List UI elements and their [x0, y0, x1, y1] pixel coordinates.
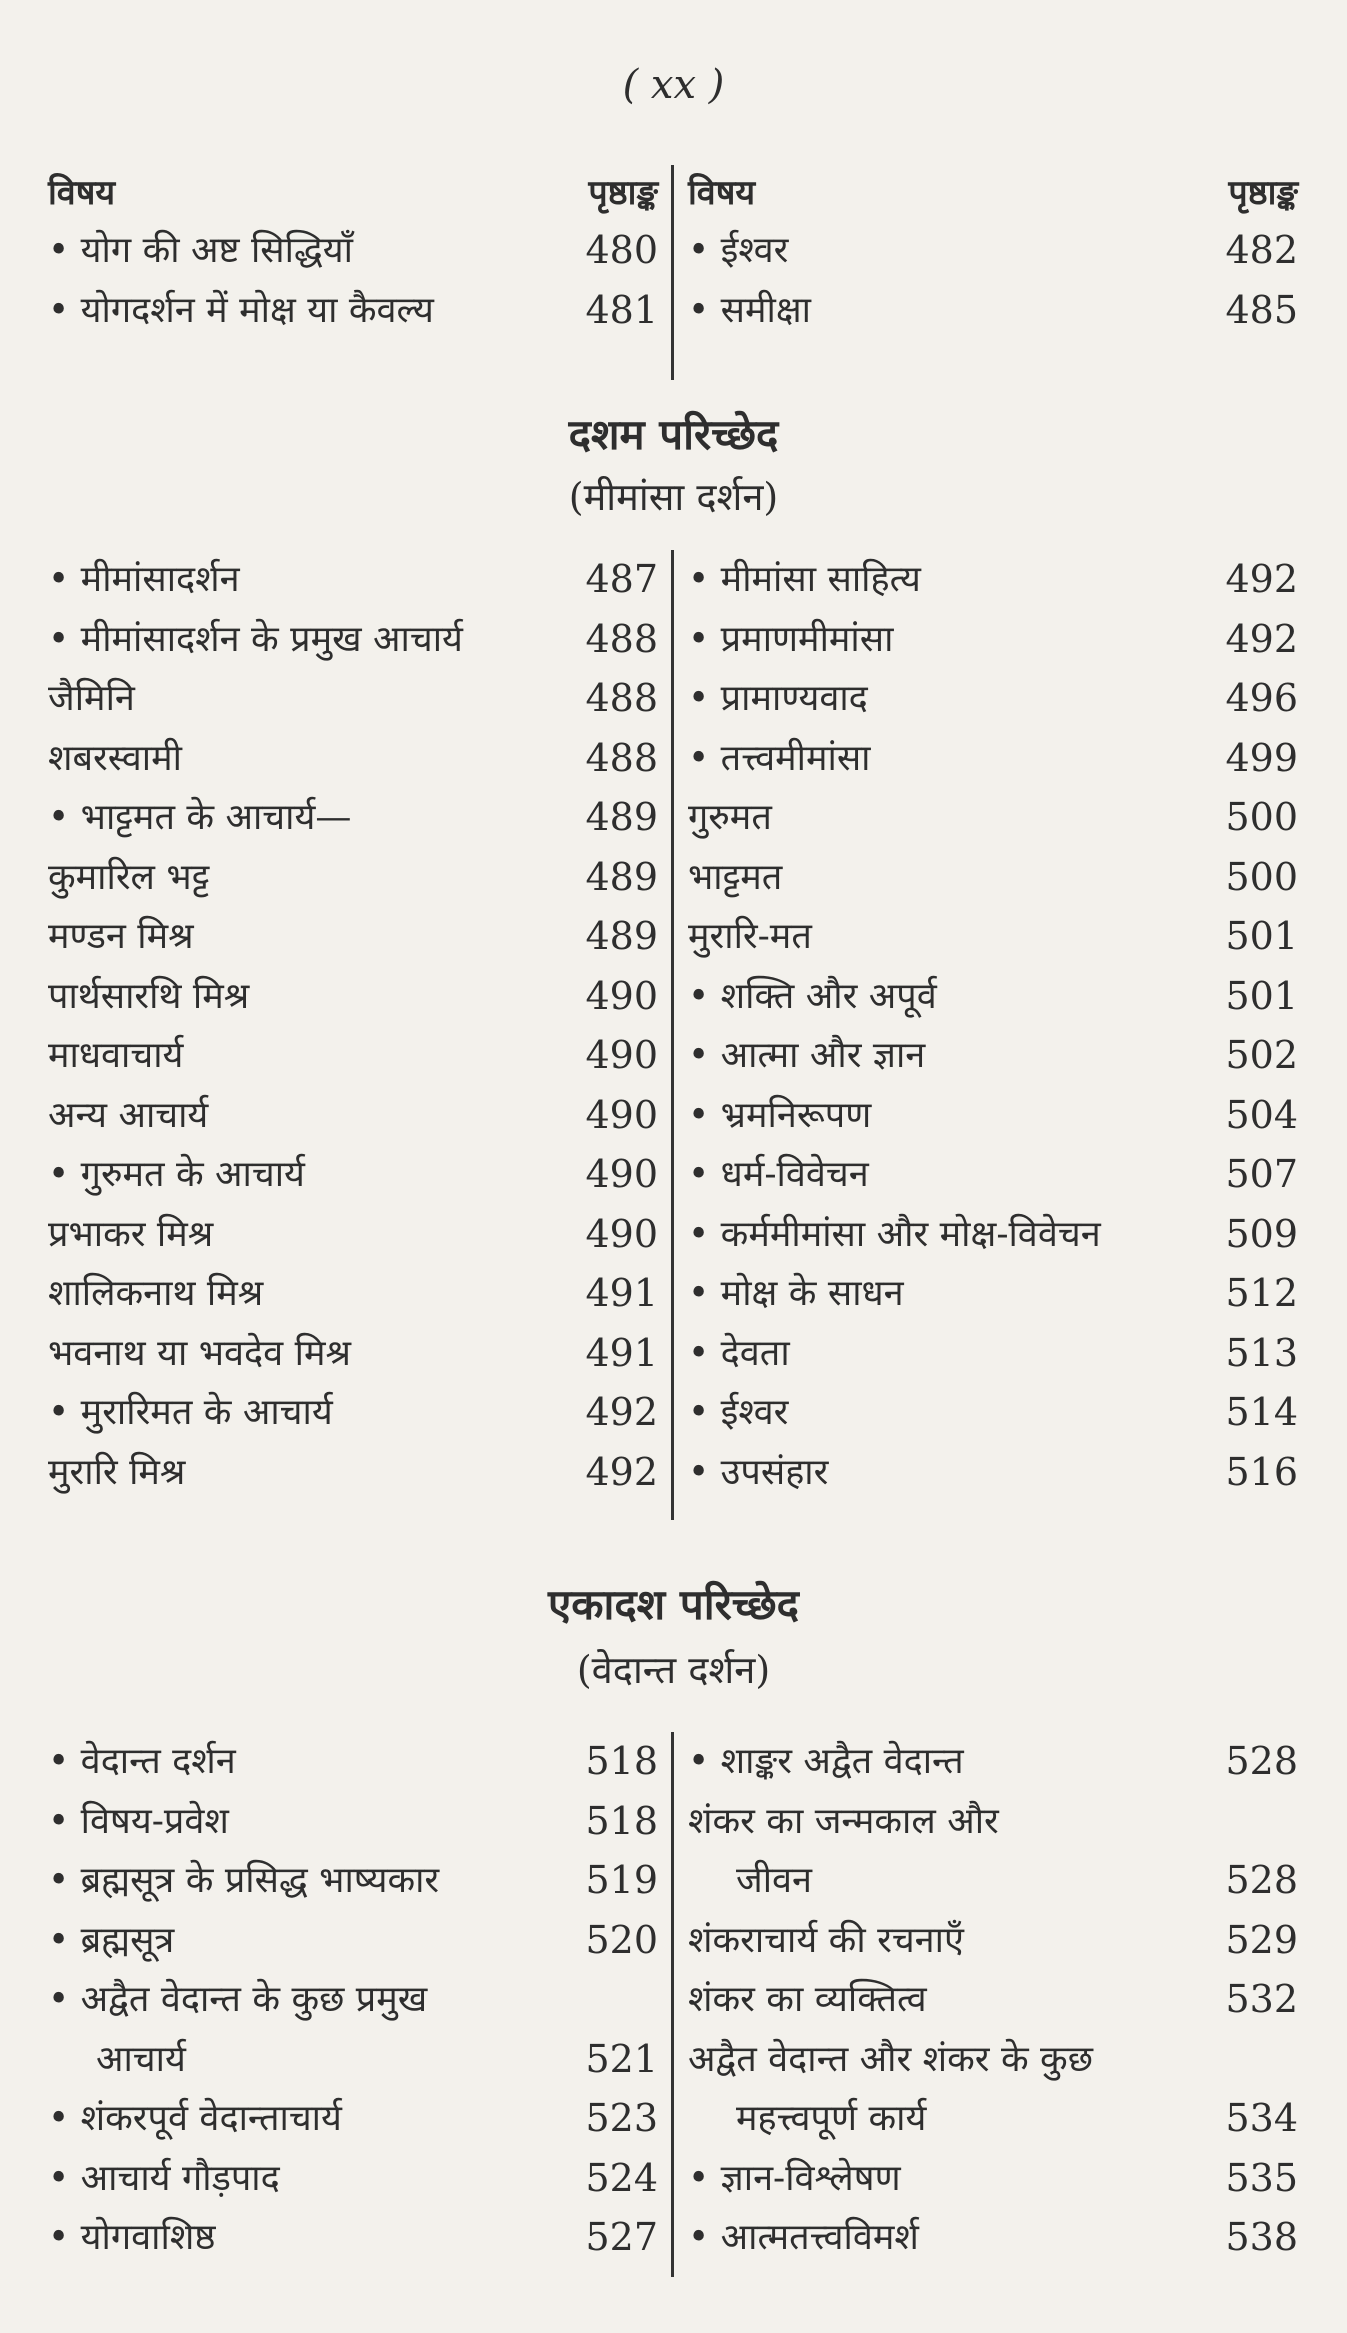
- toc-entry: [48, 967, 658, 1027]
- toc-entry-title: जीवन: [736, 1860, 813, 1901]
- toc-entry-title: • आत्मा और ज्ञान: [688, 1035, 926, 1076]
- toc-entry-title: महत्त्वपूर्ण कार्य: [736, 2098, 927, 2139]
- toc-entry: [688, 1145, 1298, 1205]
- toc-entry-title: मण्डन मिश्र: [48, 916, 194, 957]
- toc-entry-title: मुरारि मिश्र: [48, 1451, 186, 1493]
- toc-left-column: [48, 550, 658, 1502]
- toc-entry-page: 492: [585, 1449, 658, 1494]
- toc-entry: [688, 967, 1298, 1027]
- toc-entry: [48, 1324, 658, 1384]
- toc-entry-title: • ईश्वर: [688, 230, 789, 271]
- toc-entry: [48, 907, 658, 967]
- toc-entry: [48, 1792, 658, 1852]
- toc-entry-page: 491: [585, 1330, 658, 1375]
- toc-entry: [688, 2030, 1298, 2090]
- toc-entry-title: • अद्वैत वेदान्त के कुछ प्रमुख: [48, 1979, 428, 2020]
- toc-entry-page: 496: [1225, 676, 1298, 720]
- toc-entry-page: 538: [1225, 2215, 1298, 2259]
- toc-entry-title: • भ्रमनिरूपण: [688, 1094, 872, 1136]
- toc-entry-title: गुरुमत: [688, 797, 772, 838]
- toc-entry-page: 492: [1225, 616, 1298, 661]
- toc-entry-page: 488: [585, 616, 658, 661]
- toc-right-column: [688, 550, 1298, 1502]
- toc-entry-title: • प्रमाणमीमांसा: [688, 618, 894, 660]
- toc-entry: [48, 1145, 658, 1205]
- toc-entry-title: शबरस्वामी: [48, 737, 182, 779]
- toc-entry: [48, 610, 658, 670]
- toc-entry-page: 528: [1225, 1739, 1298, 1783]
- toc-entry-title: आचार्य: [96, 2038, 186, 2080]
- toc-entry-title: अन्य आचार्य: [48, 1094, 209, 1136]
- toc-entry-title: शंकर का जन्मकाल और: [688, 1800, 999, 1842]
- toc-entry-title: • शक्ति और अपूर्व: [688, 975, 937, 1017]
- toc-left-column: [48, 165, 658, 340]
- toc-entry-title: पार्थसारथि मिश्र: [48, 975, 250, 1017]
- toc-entry: [688, 907, 1298, 967]
- toc-entry: [688, 1911, 1298, 1971]
- toc-right-column: [688, 1732, 1298, 2268]
- toc-entry-title: • योगदर्शन में मोक्ष या कैवल्य: [48, 289, 434, 331]
- toc-entry-page: 485: [1225, 287, 1298, 332]
- column-divider: [671, 1732, 674, 2277]
- toc-entry-page: 501: [1225, 973, 1298, 1018]
- toc-entry-title: • समीक्षा: [688, 289, 812, 331]
- toc-entry-title: • विषय-प्रवेश: [48, 1800, 229, 1842]
- toc-entry-page: 527: [585, 2215, 658, 2259]
- toc-entry-page: 521: [585, 2036, 658, 2081]
- toc-entry-title: • धर्म-विवेचन: [688, 1154, 869, 1195]
- toc-entry: [688, 2208, 1298, 2268]
- toc-entry-title: • शंकरपूर्व वेदान्ताचार्य: [48, 2098, 342, 2139]
- toc-entry-title: • मुरारिमत के आचार्य: [48, 1392, 333, 1433]
- toc-block-vedanta: [48, 1732, 1298, 2292]
- toc-entry-title: भाट्टमत: [688, 856, 783, 898]
- toc-entry: [48, 669, 658, 729]
- toc-entry-title: • देवता: [688, 1332, 790, 1374]
- toc-entry-page: 509: [1225, 1211, 1298, 1256]
- toc-entry-page: 535: [1225, 2155, 1298, 2200]
- header-row: [688, 165, 1298, 221]
- toc-entry: [48, 281, 658, 341]
- toc-entry: [688, 550, 1298, 610]
- toc-entry-page: 520: [585, 1917, 658, 1962]
- toc-entry-page: 490: [585, 1033, 658, 1077]
- toc-entry: [48, 1383, 658, 1443]
- toc-entry-page: 480: [585, 228, 658, 272]
- toc-entry-page: 524: [585, 2155, 658, 2200]
- toc-entry-page: 501: [1225, 914, 1298, 958]
- toc-entry-title: शालिकनाथ मिश्र: [48, 1273, 264, 1314]
- toc-entry: [688, 610, 1298, 670]
- toc-entry-page: 518: [585, 1798, 658, 1843]
- toc-entry-title: • प्रामाण्यवाद: [688, 678, 868, 719]
- toc-entry-title: • तत्त्वमीमांसा: [688, 737, 871, 779]
- toc-entry-title: • आचार्य गौड़पाद: [48, 2157, 280, 2199]
- toc-entry: [48, 729, 658, 789]
- toc-entry-title: • ईश्वर: [688, 1392, 789, 1433]
- toc-entry-title: शंकराचार्य की रचनाएँ: [688, 1919, 964, 1961]
- toc-entry: [688, 2149, 1298, 2209]
- toc-entry: [48, 1443, 658, 1503]
- subject-heading: विषय: [48, 173, 116, 213]
- toc-entry: [688, 729, 1298, 789]
- toc-entry: [688, 1383, 1298, 1443]
- toc-entry-page: 488: [585, 676, 658, 720]
- toc-entry: [688, 1732, 1298, 1792]
- toc-entry-title: • मीमांसादर्शन के प्रमुख आचार्य: [48, 618, 463, 660]
- toc-entry-page: 490: [585, 1152, 658, 1196]
- page-number: ( xx ): [622, 62, 725, 108]
- toc-entry-page: 516: [1225, 1449, 1298, 1494]
- toc-block-intro: [48, 165, 1298, 395]
- toc-entry: [688, 1205, 1298, 1265]
- toc-entry-title: माधवाचार्य: [48, 1035, 184, 1076]
- toc-entry: [48, 1970, 658, 2030]
- toc-entry: [48, 1026, 658, 1086]
- toc-entry: [688, 1026, 1298, 1086]
- toc-entry-page: 489: [585, 854, 658, 899]
- toc-entry: [48, 1911, 658, 1971]
- toc-entry-title: प्रभाकर मिश्र: [48, 1213, 214, 1255]
- toc-entry-page: 523: [585, 2096, 658, 2140]
- toc-entry-title: शंकर का व्यक्तित्व: [688, 1979, 927, 2020]
- toc-entry: [48, 2030, 658, 2090]
- toc-entry: [48, 2208, 658, 2268]
- toc-entry-title: • मीमांसादर्शन: [48, 559, 240, 600]
- toc-entry-title: मुरारि-मत: [688, 916, 812, 957]
- toc-entry-title: • योग की अष्ट सिद्धियाँ: [48, 230, 353, 271]
- toc-entry-title: • शाङ्कर अद्वैत वेदान्त: [688, 1741, 964, 1782]
- toc-entry: [48, 1086, 658, 1146]
- page-heading: पृष्ठाङ्क: [588, 173, 658, 213]
- toc-entry: [48, 1264, 658, 1324]
- toc-entry: [48, 2149, 658, 2209]
- toc-entry-title: • ब्रह्मसूत्र के प्रसिद्ध भाष्यकार: [48, 1860, 440, 1901]
- page-heading: पृष्ठाङ्क: [1228, 173, 1298, 213]
- toc-entry: [48, 788, 658, 848]
- toc-entry: [688, 2089, 1298, 2149]
- section-title: दशम परिच्छेद: [568, 410, 779, 459]
- toc-entry-page: 500: [1225, 854, 1298, 899]
- toc-entry: [688, 221, 1298, 281]
- toc-entry: [688, 1851, 1298, 1911]
- toc-entry: [688, 669, 1298, 729]
- toc-entry-title: कुमारिल भट्ट: [48, 856, 210, 898]
- toc-entry: [688, 788, 1298, 848]
- toc-entry-page: 492: [1225, 557, 1298, 601]
- toc-entry-page: 532: [1225, 1977, 1298, 2021]
- column-divider: [671, 165, 674, 380]
- toc-entry-page: 487: [585, 557, 658, 601]
- toc-entry-title: • मीमांसा साहित्य: [688, 559, 921, 600]
- toc-entry: [48, 550, 658, 610]
- toc-entry-page: 528: [1225, 1858, 1298, 1902]
- toc-entry: [688, 1264, 1298, 1324]
- toc-entry: [48, 848, 658, 908]
- section-subtitle: (मीमांसा दर्शन): [568, 475, 779, 519]
- toc-entry: [688, 1324, 1298, 1384]
- toc-entry: [48, 1205, 658, 1265]
- toc-entry-title: • वेदान्त दर्शन: [48, 1741, 236, 1782]
- toc-entry-title: जैमिनि: [48, 678, 135, 719]
- toc-entry-page: 490: [585, 1211, 658, 1256]
- toc-entry: [688, 281, 1298, 341]
- toc-entry-page: 512: [1225, 1271, 1298, 1315]
- toc-entry-title: • भाट्टमत के आचार्य—: [48, 797, 352, 838]
- toc-entry-page: 499: [1225, 735, 1298, 780]
- toc-entry-page: 490: [585, 1092, 658, 1137]
- toc-entry-title: अद्वैत वेदान्त और शंकर के कुछ: [688, 2038, 1093, 2080]
- toc-entry-page: 504: [1225, 1092, 1298, 1137]
- toc-right-column: [688, 165, 1298, 340]
- toc-entry-page: 513: [1225, 1330, 1298, 1375]
- toc-entry-page: 534: [1225, 2096, 1298, 2140]
- toc-entry-title: • ब्रह्मसूत्र: [48, 1919, 175, 1961]
- toc-list: [48, 221, 658, 340]
- toc-entry-title: • कर्ममीमांसा और मोक्ष-विवेचन: [688, 1213, 1101, 1255]
- toc-entry-page: 529: [1225, 1917, 1298, 1962]
- toc-entry-title: • आत्मतत्त्वविमर्श: [688, 2217, 919, 2258]
- toc-entry-page: 518: [585, 1739, 658, 1783]
- toc-entry-page: 507: [1225, 1152, 1298, 1196]
- toc-entry-page: 490: [585, 973, 658, 1018]
- toc-entry-page: 489: [585, 795, 658, 839]
- toc-entry-page: 500: [1225, 795, 1298, 839]
- section-title: एकादश परिच्छेद: [548, 1580, 799, 1629]
- toc-list: [688, 221, 1298, 340]
- toc-entry: [48, 221, 658, 281]
- toc-entry-title: • गुरुमत के आचार्य: [48, 1154, 305, 1195]
- subject-heading: विषय: [688, 173, 756, 213]
- toc-entry: [48, 1732, 658, 1792]
- toc-entry-page: 514: [1225, 1390, 1298, 1434]
- toc-entry-page: 502: [1225, 1033, 1298, 1077]
- column-divider: [671, 550, 674, 1520]
- toc-left-column: [48, 1732, 658, 2268]
- toc-entry: [688, 848, 1298, 908]
- toc-entry: [688, 1792, 1298, 1852]
- toc-entry: [48, 2089, 658, 2149]
- toc-entry: [48, 1851, 658, 1911]
- toc-entry-page: 491: [585, 1271, 658, 1315]
- toc-entry-page: 481: [585, 287, 658, 332]
- toc-entry-page: 488: [585, 735, 658, 780]
- toc-entry-title: भवनाथ या भवदेव मिश्र: [48, 1332, 351, 1374]
- toc-entry-page: 519: [585, 1858, 658, 1902]
- toc-entry-page: 489: [585, 914, 658, 958]
- toc-entry-title: • उपसंहार: [688, 1451, 829, 1493]
- toc-entry-title: • मोक्ष के साधन: [688, 1273, 904, 1314]
- toc-entry-title: • योगवाशिष्ठ: [48, 2217, 216, 2258]
- toc-entry: [688, 1086, 1298, 1146]
- section-subtitle: (वेदान्त दर्शन): [576, 1648, 771, 1692]
- toc-entry: [688, 1970, 1298, 2030]
- toc-entry-title: • ज्ञान-विश्लेषण: [688, 2157, 901, 2199]
- toc-entry-page: 492: [585, 1390, 658, 1434]
- toc-entry-page: 482: [1225, 228, 1298, 272]
- toc-entry: [688, 1443, 1298, 1503]
- toc-block-mimamsa: [48, 550, 1298, 1530]
- header-row: [48, 165, 658, 221]
